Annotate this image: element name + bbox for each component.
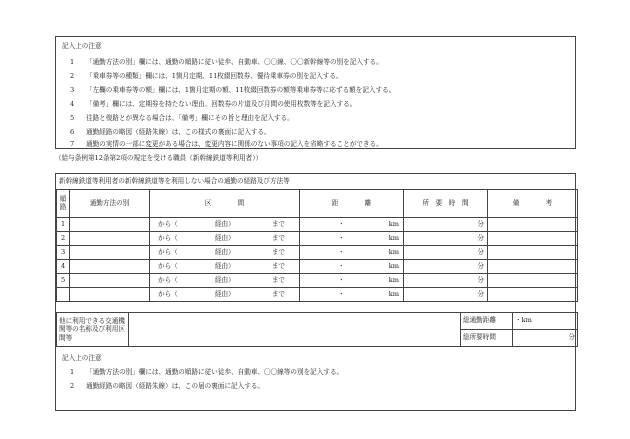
note-text: 「通勤方法の別」欄には、通勤の順路に従い徒歩、自動車、〇〇線、〇〇新幹線等の別を記入する。 <box>86 58 383 66</box>
time-cell[interactable]: 分 <box>404 218 488 232</box>
header-method: 通勤方法の別 <box>70 190 150 218</box>
note-text: 通勤経路の略図（経路朱線）は、この届の裏面に記入する。 <box>86 382 265 390</box>
note-item: 7 通勤の実情の一部に変更がある場合は、変更内容に関係のない事項の記入を省略することができる。 <box>70 140 383 148</box>
table-row <box>57 274 578 288</box>
table-row <box>57 288 578 302</box>
section-cell[interactable]: から（ 経由） まで <box>150 288 300 302</box>
method-cell[interactable] <box>70 260 150 274</box>
other-transport-input[interactable] <box>129 313 461 347</box>
note-item: 4 「備考」欄には、定期券を持たない理由、回数券の片道及び月間の使用枚数等を記入する。 <box>70 100 357 108</box>
distance-cell[interactable]: ・ km <box>300 246 404 260</box>
method-cell[interactable] <box>70 246 150 260</box>
route-form <box>55 173 576 411</box>
form-caption: 新幹線鉄道等利用者の新幹線鉄道等を利用しない場合の通勤の経路及び方法等 <box>59 177 290 185</box>
section-cell[interactable]: から（ 経由） まで <box>150 218 300 232</box>
notes-top-title: 記入上の注意 <box>62 42 102 50</box>
total-distance-cell[interactable]: ・km <box>513 313 578 330</box>
method-cell[interactable] <box>70 232 150 246</box>
notes-bottom-title: 記入上の注意 <box>62 354 102 362</box>
section-cell[interactable]: から（ 経由） まで <box>150 274 300 288</box>
table-row <box>57 260 578 274</box>
header-order: 順路 <box>57 190 70 218</box>
note-item: 2 通勤経路の略図（経路朱線）は、この届の裏面に記入する。 <box>70 382 265 390</box>
distance-cell[interactable]: ・ km <box>300 274 404 288</box>
other-transport-table <box>56 312 578 347</box>
time-cell[interactable]: 分 <box>404 260 488 274</box>
total-time-cell[interactable]: 分 <box>513 330 578 347</box>
row-number: 3 <box>57 246 70 260</box>
row-number: 5 <box>57 274 70 288</box>
note-item: 6 通勤経路の略図（経路朱線）は、この様式の裏面に記入する。 <box>70 128 271 136</box>
route-table <box>56 189 578 302</box>
note-cell[interactable] <box>488 232 578 246</box>
route-table-header <box>57 190 578 218</box>
header-distance: 距 離 <box>300 190 404 218</box>
distance-cell[interactable]: ・ km <box>300 232 404 246</box>
table-row <box>57 218 578 232</box>
time-cell[interactable]: 分 <box>404 288 488 302</box>
method-cell[interactable] <box>70 288 150 302</box>
row-number: 4 <box>57 260 70 274</box>
method-cell[interactable] <box>70 274 150 288</box>
note-cell[interactable] <box>488 260 578 274</box>
notes-top-box <box>55 36 576 149</box>
header-time: 所 要 時 間 <box>404 190 488 218</box>
note-cell[interactable] <box>488 274 578 288</box>
note-cell[interactable] <box>488 246 578 260</box>
note-item: 3 「左欄の乗車券等の額」欄には、1箇月定期の額、11枚綴回数券の額等乗車券等に応ずる額を記入する。 <box>70 86 396 94</box>
header-section: 区 間 <box>150 190 300 218</box>
note-item: 5 往路と復路とが異なる場合は、「備考」欄にその旨と理由を記入する。 <box>70 114 294 122</box>
note-item: 1 「通勤方法の別」欄には、通勤の順路に従い徒歩、自動車、〇〇線、〇〇新幹線等の別を記入する。 <box>70 58 383 66</box>
note-cell[interactable] <box>488 218 578 232</box>
note-text: 往路と復路とが異なる場合は、「備考」欄にその旨と理由を記入する。 <box>86 114 294 122</box>
time-cell[interactable]: 分 <box>404 246 488 260</box>
note-text: 通勤の実情の一部に変更がある場合は、変更内容に関係のない事項の記入を省略することができる。 <box>86 140 383 148</box>
note-item: 2 「乗車券等の種類」欄には、1箇月定期、11枚綴回数券、優待乗車券の別を記入する。 <box>70 72 343 80</box>
table-row <box>57 246 578 260</box>
section-cell[interactable]: から（ 経由） まで <box>150 232 300 246</box>
table-row <box>57 232 578 246</box>
method-cell[interactable] <box>70 218 150 232</box>
note-text: 「備考」欄には、定期券を持たない理由、回数券の片道及び月間の使用枚数等を記入する。 <box>86 100 357 108</box>
note-text: 「乗車券等の種類」欄には、1箇月定期、11枚綴回数券、優待乗車券の別を記入する。 <box>86 72 343 80</box>
header-note: 備 考 <box>488 190 578 218</box>
row-number <box>57 288 70 302</box>
note-text: 「左欄の乗車券等の額」欄には、1箇月定期の額、11枚綴回数券の額等乗車券等に応ずる額を記入する。 <box>86 86 396 94</box>
time-cell[interactable]: 分 <box>404 274 488 288</box>
section-cell[interactable]: から（ 経由） まで <box>150 246 300 260</box>
section-cell[interactable]: から（ 経由） まで <box>150 260 300 274</box>
note-item: 1 「通勤方法の別」欄には、通勤の順路に従い徒歩、自動車、〇〇線等の別を記入する。 <box>70 368 344 376</box>
section-heading: （給与条例第12条第2項の規定を受ける職員（新幹線鉄道等利用者）） <box>55 154 263 162</box>
total-time-label: 総所要時間 <box>461 330 513 347</box>
other-transport-label: 他に利用できる交通機関等の名称及び利用区間等 <box>57 313 129 347</box>
note-cell[interactable] <box>488 288 578 302</box>
note-text: 通勤経路の略図（経路朱線）は、この様式の裏面に記入する。 <box>86 128 271 136</box>
row-number: 2 <box>57 232 70 246</box>
time-cell[interactable]: 分 <box>404 232 488 246</box>
note-text: 「通勤方法の別」欄には、通勤の順路に従い徒歩、自動車、〇〇線等の別を記入する。 <box>86 368 344 376</box>
row-number: 1 <box>57 218 70 232</box>
distance-cell[interactable]: ・ km <box>300 260 404 274</box>
distance-cell[interactable]: ・ km <box>300 218 404 232</box>
total-distance-label: 総通勤距離 <box>461 313 513 330</box>
distance-cell[interactable]: ・ km <box>300 288 404 302</box>
